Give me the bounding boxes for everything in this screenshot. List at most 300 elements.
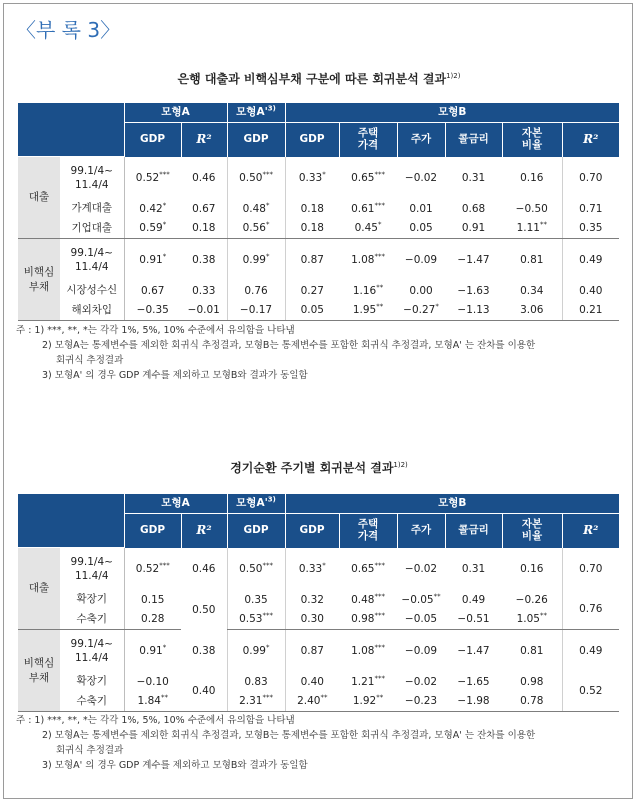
value: 1.95 — [352, 304, 377, 317]
sig-stars: *** — [262, 611, 273, 620]
value: 1.21 — [351, 675, 375, 688]
table1-header-capital-l2: 비율 — [521, 138, 543, 151]
table2-regression — [18, 494, 619, 712]
table1-header-model-a2-sup: 3) — [267, 104, 276, 113]
cell-b-r2-pair: 0.76 — [562, 590, 619, 630]
cell-b-gdp — [285, 157, 339, 199]
cell-a2-gdp — [227, 630, 285, 672]
period-line2: 11.4/4 — [74, 651, 109, 664]
table1-header-model-a2 — [227, 103, 285, 123]
value: 1.16 — [352, 284, 377, 297]
note-1: 주 : 1) ***, **, *는 각각 1%, 5%, 10% 수준에서 유의함을 나타냄 — [16, 715, 295, 726]
table1-header-housing-l2: 가격 — [357, 138, 379, 151]
cell-b-gdp — [285, 610, 339, 630]
sig-stars: ** — [433, 592, 441, 600]
cell-b-call: −0.51 — [445, 610, 502, 630]
period-line1: 99.1/4~ — [70, 637, 113, 650]
cell-a2-gdp — [227, 590, 285, 610]
cell-a-r2: −0.01 — [181, 301, 227, 321]
value: 0.45 — [354, 222, 378, 235]
period-line1: 99.1/4~ — [70, 164, 113, 177]
cell-b-call: 0.68 — [461, 202, 486, 215]
table1-period — [60, 157, 124, 199]
note-1: 주 : 1) ***, **, *는 각각 1%, 5%, 10% 수준에서 유의함을 나타냄 — [16, 325, 295, 336]
cell-b-gdp — [285, 301, 339, 321]
cell-b-call: −1.98 — [445, 692, 502, 712]
cell-b-call: 0.91 — [445, 219, 502, 239]
note-2: 2) 모형A는 통제변수를 제외한 회귀식 추정결과, 모형B는 통제변수를 포함한 회귀식 추정결과, 모형A' 는 잔차를 이용한 — [42, 730, 536, 741]
cell-b-capital — [502, 590, 562, 610]
table-row — [18, 199, 619, 219]
cell-a2-gdp — [227, 281, 285, 301]
table1-header-model-b: 모형B — [285, 103, 619, 123]
value: −0.26 — [515, 593, 548, 606]
value: 0.48 — [351, 593, 375, 606]
cell-a-r2: 0.38 — [192, 644, 216, 657]
value: −0.02 — [404, 562, 438, 575]
cell-a2-gdp — [227, 672, 285, 692]
table2-notes — [16, 713, 626, 773]
cell-b-gdp — [285, 672, 339, 692]
table2-header-model-a2-text: 모형A' — [236, 496, 268, 509]
value: 0.05 — [409, 222, 433, 235]
cell-a-r2: 0.38 — [192, 253, 216, 266]
cell-a-r2: 0.67 — [192, 202, 216, 215]
value: 0.87 — [300, 253, 324, 266]
value: 2.31 — [239, 695, 263, 708]
cell-a-gdp — [124, 692, 181, 712]
cell-a-gdp — [124, 301, 181, 321]
category-line1: 비핵심 — [23, 265, 55, 278]
table2-header-model-a2-sup: 3) — [267, 495, 276, 504]
cell-a2-gdp — [227, 219, 285, 239]
cell-b-capital — [502, 239, 562, 281]
table2-header-b-r2 — [562, 514, 619, 548]
value: 0.98 — [520, 675, 544, 688]
category-line2: 부채 — [28, 671, 50, 684]
table2-header-housing-l2: 가격 — [357, 529, 379, 542]
table1-header-b-gdp: GDP — [285, 123, 339, 157]
cell-a2-gdp — [227, 301, 285, 321]
value: 0.00 — [409, 284, 433, 297]
value: 0.81 — [520, 644, 544, 657]
sig-stars: ** — [160, 693, 168, 702]
cell-b-call: 0.31 — [445, 157, 502, 199]
value: 0.16 — [520, 562, 544, 575]
table2-period — [60, 548, 124, 590]
table2-category-noncore — [18, 630, 60, 712]
sig-stars: * — [162, 252, 167, 261]
table1-period: 가계대출 — [60, 199, 124, 219]
sig-stars: *** — [374, 201, 385, 209]
note-2-cont: 회귀식 추정결과 — [56, 355, 124, 366]
table2-header-b-r2-text: R² — [583, 522, 599, 537]
value: 3.06 — [520, 304, 544, 317]
table1-header-a2-gdp: GDP — [227, 123, 285, 157]
sig-stars: *** — [374, 611, 385, 620]
table-row — [18, 219, 619, 239]
sig-stars: ** — [320, 693, 328, 702]
value: −0.02 — [404, 675, 438, 688]
table1-period: 기업대출 — [60, 219, 124, 239]
value: 0.15 — [141, 593, 165, 606]
sig-stars: * — [322, 561, 326, 570]
cell-b-stock — [397, 301, 445, 321]
cell-a2-gdp — [227, 239, 285, 281]
cell-b-r2: 0.70 — [562, 548, 619, 590]
table1-period: 해외차입 — [60, 301, 124, 321]
value: 0.78 — [520, 695, 544, 708]
table2-header-capital-l1: 자본 — [521, 517, 543, 530]
cell-b-stock — [397, 281, 445, 301]
value: 0.52 — [135, 171, 160, 184]
value: 0.34 — [520, 284, 544, 297]
cell-a-gdp — [124, 548, 181, 590]
table1-header-capital-l1: 자본 — [521, 126, 543, 139]
value: 2.40 — [297, 695, 321, 708]
sig-stars: * — [162, 201, 167, 209]
period-line2: 11.4/4 — [74, 569, 109, 582]
cell-b-capital — [502, 548, 562, 590]
cell-b-gdp — [285, 630, 339, 672]
value: 0.28 — [141, 613, 165, 626]
sig-stars: * — [265, 643, 270, 652]
sig-stars: *** — [159, 170, 170, 179]
table1-corner-header — [18, 103, 124, 157]
cell-b-capital — [502, 630, 562, 672]
cell-a-gdp — [124, 219, 181, 239]
value: 0.53 — [239, 613, 263, 626]
value: −0.09 — [404, 253, 438, 266]
value: 0.35 — [244, 593, 268, 606]
cell-b-call: 0.31 — [445, 548, 502, 590]
table1-regression — [18, 103, 619, 321]
cell-b-stock — [397, 239, 445, 281]
table-row — [18, 692, 619, 712]
cell-b-housing — [339, 157, 397, 199]
cell-b-housing — [339, 239, 397, 281]
cell-a2-gdp — [227, 199, 285, 219]
table1-header-housing-l1: 주택 — [357, 126, 379, 139]
cell-b-r2-pair: 0.52 — [562, 672, 619, 712]
cell-a2-gdp — [227, 157, 285, 199]
table-row — [18, 239, 619, 281]
cell-a-gdp — [124, 281, 181, 301]
cell-a-r2-pair: 0.40 — [181, 672, 227, 712]
table2-title — [0, 459, 638, 476]
sig-stars: *** — [159, 561, 170, 570]
cell-b-stock — [397, 199, 445, 219]
cell-b-call: −1.63 — [457, 284, 490, 297]
table1-title-text: 은행 대출과 비핵심부채 구분에 따른 회귀분석 결과 — [177, 72, 447, 86]
cell-b-housing — [339, 548, 397, 590]
cell-b-r2: 0.35 — [562, 219, 619, 239]
value: 0.50 — [239, 171, 263, 184]
cell-b-capital — [502, 157, 562, 199]
cell-b-stock — [397, 548, 445, 590]
cell-a2-gdp — [227, 610, 285, 630]
table1-header-b-r2-text: R² — [583, 131, 599, 146]
table2-title-text: 경기순환 주기별 회귀분석 결과 — [230, 461, 394, 475]
table2-period: 수축기 — [60, 692, 124, 712]
cell-b-capital — [502, 692, 562, 712]
value: −0.17 — [239, 304, 273, 317]
sig-stars: * — [265, 252, 270, 261]
value: 0.61 — [351, 202, 375, 215]
value: −0.10 — [136, 675, 169, 688]
cell-b-call: −1.47 — [457, 253, 490, 266]
cell-b-housing — [339, 281, 397, 301]
cell-a-gdp — [124, 630, 181, 672]
period-line1: 99.1/4~ — [70, 246, 113, 259]
table1-period — [60, 239, 124, 281]
cell-b-housing — [339, 610, 397, 630]
value: 1.08 — [351, 644, 375, 657]
table2-category-loans: 대출 — [18, 548, 60, 630]
note-3: 3) 모형A' 의 경우 GDP 계수를 제외하고 모형B와 결과가 동일함 — [42, 370, 308, 381]
table2-period: 확장기 — [60, 590, 124, 610]
table2-header-a-gdp: GDP — [124, 514, 181, 548]
sig-stars: *** — [374, 561, 385, 570]
value: 0.65 — [351, 171, 375, 184]
table1-header-a-r2 — [181, 123, 227, 157]
cell-a-r2: 0.46 — [181, 157, 227, 199]
period-line1: 99.1/4~ — [70, 555, 113, 568]
table2-header-b-stock: 주가 — [397, 514, 445, 548]
table2-period — [60, 630, 124, 672]
cell-b-call: −1.65 — [457, 675, 490, 688]
value: −0.02 — [404, 171, 438, 184]
table2-header-b-call: 콜금리 — [445, 514, 502, 548]
sig-stars: * — [265, 201, 270, 209]
value: 0.01 — [409, 202, 433, 215]
value: 0.76 — [244, 284, 268, 297]
cell-b-stock — [397, 692, 445, 712]
cell-b-housing — [339, 672, 397, 692]
table1-header-model-a2-text: 모형A' — [236, 105, 268, 118]
table1-notes — [16, 323, 626, 383]
value: −0.05 — [404, 613, 438, 626]
table1-title-sup: 1)2) — [446, 72, 461, 80]
cell-b-stock — [397, 610, 445, 630]
value: 0.48 — [242, 202, 266, 215]
cell-b-gdp — [285, 692, 339, 712]
sig-stars: ** — [376, 283, 384, 291]
value: 0.27 — [300, 284, 324, 297]
cell-b-r2: 0.71 — [562, 199, 619, 219]
sig-stars: ** — [539, 220, 547, 229]
cell-b-capital — [502, 672, 562, 692]
cell-a-gdp — [124, 610, 181, 630]
table1-header-b-housing — [339, 123, 397, 157]
table2-header-b-capital — [502, 514, 562, 548]
cell-a-gdp — [124, 157, 181, 199]
cell-b-capital — [502, 199, 562, 219]
value: 0.67 — [141, 284, 165, 297]
sig-stars: ** — [376, 302, 384, 311]
cell-b-gdp — [285, 590, 339, 610]
sig-stars: *** — [262, 693, 273, 702]
value: 1.08 — [351, 253, 375, 266]
cell-b-gdp — [285, 199, 339, 219]
value: 0.99 — [242, 253, 266, 266]
cell-b-r2: 0.40 — [562, 281, 619, 301]
cell-b-capital — [502, 301, 562, 321]
value: 0.91 — [139, 644, 163, 657]
value: 0.52 — [135, 562, 160, 575]
value: 0.16 — [520, 171, 544, 184]
cell-a-r2: 0.33 — [192, 284, 216, 297]
table2-header-b-gdp: GDP — [285, 514, 339, 548]
value: 0.59 — [139, 222, 163, 235]
value: 0.81 — [520, 253, 544, 266]
cell-a-gdp — [124, 672, 181, 692]
cell-b-call: −1.47 — [457, 644, 490, 657]
table1-header-a-gdp: GDP — [124, 123, 181, 157]
cell-b-housing — [339, 590, 397, 610]
table1-header-b-r2 — [562, 123, 619, 157]
table1-header-b-stock: 주가 — [397, 123, 445, 157]
table2-header-model-b: 모형B — [285, 494, 619, 514]
sig-stars: *** — [262, 170, 273, 179]
sig-stars: * — [435, 302, 439, 311]
value: 1.05 — [516, 613, 540, 626]
table1-period: 시장성수신 — [60, 281, 124, 301]
cell-b-housing — [339, 199, 397, 219]
value: 0.30 — [300, 613, 324, 626]
cell-a2-gdp — [227, 692, 285, 712]
cell-b-call: −1.13 — [445, 301, 502, 321]
value: 0.99 — [242, 644, 266, 657]
cell-b-stock — [397, 590, 445, 610]
cell-a-r2: 0.18 — [181, 219, 227, 239]
cell-b-stock — [397, 219, 445, 239]
table-row — [18, 630, 619, 672]
sig-stars: * — [162, 220, 167, 229]
note-2-cont: 회귀식 추정결과 — [56, 745, 124, 756]
table2-header-housing-l1: 주택 — [357, 517, 379, 530]
sig-stars: *** — [262, 561, 273, 570]
cell-b-housing — [339, 301, 397, 321]
table2-period: 확장기 — [60, 672, 124, 692]
table2-header-model-a: 모형A — [124, 494, 227, 514]
cell-a-r2-pair: 0.50 — [192, 603, 216, 616]
cell-b-capital — [502, 219, 562, 239]
value: 0.18 — [300, 222, 324, 235]
cell-b-gdp — [285, 219, 339, 239]
note-3: 3) 모형A' 의 경우 GDP 계수를 제외하고 모형B와 결과가 동일함 — [42, 760, 308, 771]
table-row — [18, 548, 619, 590]
sig-stars: * — [377, 220, 382, 229]
note-2: 2) 모형A는 통제변수를 제외한 회귀식 추정결과, 모형B는 통제변수를 포함한 회귀식 추정결과, 모형A' 는 잔차를 이용한 — [42, 340, 536, 351]
cell-b-stock — [397, 157, 445, 199]
cell-a-gdp — [124, 239, 181, 281]
value: −0.35 — [136, 304, 169, 317]
value: 0.98 — [351, 613, 375, 626]
table-row — [18, 281, 619, 301]
cell-b-housing — [339, 692, 397, 712]
cell-a-gdp — [124, 590, 181, 610]
value: −0.09 — [404, 644, 438, 657]
cell-b-stock — [397, 672, 445, 692]
table-row — [18, 590, 619, 610]
cell-b-call: 0.49 — [461, 593, 486, 606]
period-line2: 11.4/4 — [74, 260, 109, 273]
value: 0.33 — [298, 562, 323, 575]
table2-header-a-r2 — [181, 514, 227, 548]
table1-category-noncore — [18, 239, 60, 321]
cell-b-gdp — [285, 548, 339, 590]
table-row — [18, 301, 619, 321]
value: 0.65 — [351, 562, 375, 575]
value: 0.50 — [239, 562, 263, 575]
value: 0.83 — [244, 675, 268, 688]
cell-b-housing — [339, 219, 397, 239]
value: 0.33 — [298, 171, 323, 184]
cell-b-r2: 0.21 — [562, 301, 619, 321]
appendix-title: 〈부 록 3〉 — [16, 18, 121, 42]
table-row — [18, 610, 619, 630]
table2-header-a2-gdp: GDP — [227, 514, 285, 548]
cell-a-r2: 0.46 — [181, 548, 227, 590]
value: 0.42 — [139, 202, 163, 215]
value: 1.92 — [352, 695, 377, 708]
sig-stars: ** — [539, 611, 547, 620]
table1-header-model-a: 모형A — [124, 103, 227, 123]
sig-stars: *** — [374, 674, 385, 682]
table2-header-model-a2 — [227, 494, 285, 514]
value: 1.11 — [516, 222, 540, 235]
table1-title — [0, 70, 638, 87]
sig-stars: * — [265, 220, 270, 229]
category-line1: 비핵심 — [23, 656, 55, 669]
value: 0.05 — [300, 304, 324, 317]
sig-stars: * — [322, 170, 326, 179]
value: 0.40 — [300, 675, 324, 688]
value: −0.50 — [515, 202, 548, 215]
sig-stars: *** — [374, 170, 385, 179]
cell-b-gdp — [285, 281, 339, 301]
value: −0.23 — [404, 695, 438, 708]
cell-b-stock — [397, 630, 445, 672]
cell-b-r2: 0.49 — [562, 630, 619, 672]
value: 0.32 — [300, 593, 324, 606]
value: 0.56 — [242, 222, 266, 235]
cell-b-housing — [339, 630, 397, 672]
table1-category-loans: 대출 — [18, 157, 60, 239]
table2-title-sup: 1)2) — [393, 461, 408, 469]
value: 0.18 — [300, 202, 324, 215]
table1-header-b-call: 콜금리 — [445, 123, 502, 157]
cell-b-r2: 0.70 — [562, 157, 619, 199]
cell-b-gdp — [285, 239, 339, 281]
value: −0.05 — [401, 593, 434, 606]
value: −0.27 — [403, 304, 436, 317]
cell-b-capital — [502, 281, 562, 301]
table-row — [18, 157, 619, 199]
period-line2: 11.4/4 — [74, 178, 109, 191]
table2-header-b-housing — [339, 514, 397, 548]
table2-header-a-r2-text: R² — [196, 522, 212, 537]
value: 1.84 — [137, 695, 161, 708]
value: 0.91 — [139, 253, 163, 266]
cell-a2-gdp — [227, 548, 285, 590]
table-row — [18, 672, 619, 692]
cell-a-gdp — [124, 199, 181, 219]
table1-header-b-capital — [502, 123, 562, 157]
sig-stars: *** — [374, 592, 385, 600]
table2-period: 수축기 — [60, 610, 124, 630]
